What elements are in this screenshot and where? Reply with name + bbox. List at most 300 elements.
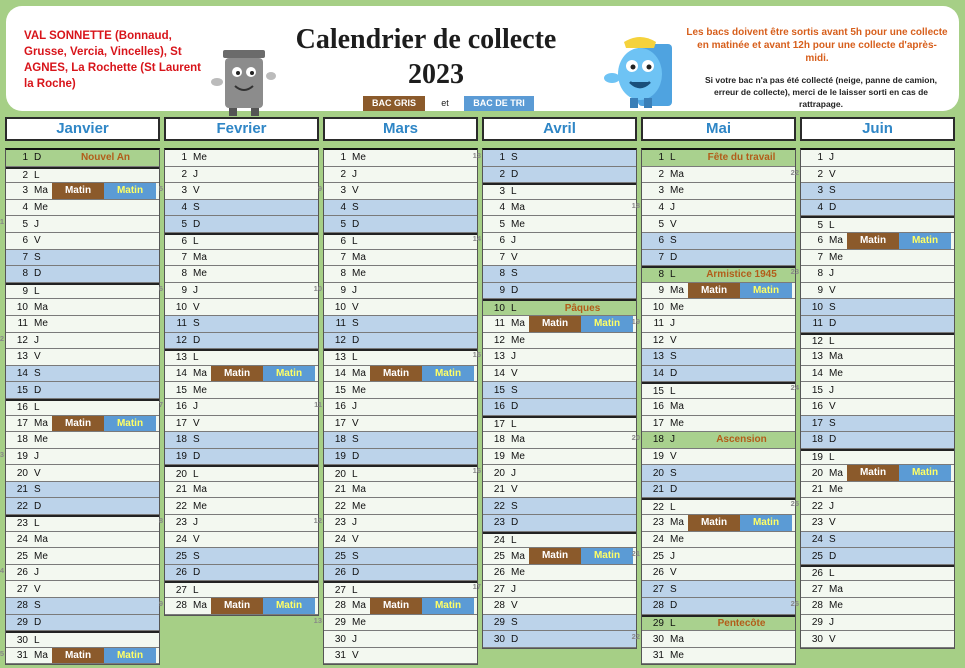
weekday-label: Me [193, 268, 207, 280]
weekday-label: Me [670, 417, 684, 429]
day-row [642, 648, 795, 665]
weekday-label: D [511, 517, 519, 529]
day-row [324, 299, 477, 316]
week-number: 24 [790, 383, 799, 393]
day-row [313, 283, 477, 300]
day-row [324, 216, 477, 233]
day-row [165, 216, 318, 233]
day-number: 30 [493, 633, 505, 645]
day-number: 16 [652, 401, 664, 413]
day-row [158, 598, 318, 615]
day-row [642, 167, 795, 184]
day-row [483, 266, 636, 283]
day-number: 23 [811, 517, 823, 529]
bac-gris-collection: Matin [211, 366, 263, 382]
day-row [165, 366, 318, 383]
day-number: 1 [22, 152, 28, 164]
weekday-label: V [352, 533, 359, 545]
weekday-label: Ma [829, 467, 843, 479]
day-row [324, 316, 477, 333]
weekday-label: V [352, 417, 359, 429]
day-row [324, 498, 477, 515]
weekday-label: D [670, 251, 678, 263]
weekday-label: D [829, 318, 837, 330]
weekday-label: S [352, 318, 359, 330]
month-column-fevrier [158, 117, 319, 616]
week-number: 16 [472, 466, 481, 476]
day-row [642, 250, 795, 267]
weekday-label: D [34, 500, 42, 512]
weekday-label: Ma [193, 368, 207, 380]
weekday-label: Ma [511, 202, 525, 214]
day-row [165, 349, 318, 366]
day-number: 6 [817, 235, 823, 247]
bac-gris-collection: Matin [211, 598, 263, 614]
day-number: 26 [175, 567, 187, 579]
missed-collection-note: Si votre bac n'a pas été collecté (neige, panne de camion, erreur de collecte), merci de le laisser sorti en cas de rattrapage. [704, 75, 938, 109]
day-number: 14 [652, 368, 664, 380]
day-number: 28 [175, 600, 187, 612]
day-row [483, 399, 636, 416]
weekday-label: S [34, 600, 41, 612]
day-number: 13 [493, 351, 505, 363]
day-row [642, 615, 795, 632]
weekday-label: D [34, 384, 42, 396]
day-row [158, 399, 318, 416]
month-column-janvier [0, 117, 160, 665]
weekday-label: D [670, 484, 678, 496]
weekday-label: Ma [34, 533, 48, 545]
blue-bin-mascot-icon [604, 34, 676, 114]
weekday-label: V [34, 235, 41, 247]
weekday-label: L [511, 418, 517, 430]
weekday-label: D [511, 633, 519, 645]
day-number: 3 [22, 185, 28, 197]
weekday-label: S [352, 434, 359, 446]
holiday-label: Nouvel An [80, 152, 131, 164]
weekday-label: J [511, 235, 516, 247]
week-number: 8 [158, 516, 163, 526]
day-number: 2 [181, 168, 187, 180]
day-number: 28 [652, 600, 664, 612]
weekday-label: Me [352, 500, 366, 512]
day-number: 20 [16, 467, 28, 479]
day-row [801, 183, 954, 200]
day-number: 5 [817, 219, 823, 231]
weekday-label: L [670, 152, 676, 164]
bac-tri-collection: Matin [899, 233, 951, 249]
day-number: 29 [334, 616, 346, 628]
day-number: 12 [652, 334, 664, 346]
day-row [472, 581, 636, 598]
week-number: 7 [158, 399, 163, 409]
weekday-label: V [511, 251, 518, 263]
day-row [317, 183, 477, 200]
day-row [801, 349, 954, 366]
day-row [642, 233, 795, 250]
day-number: 3 [658, 185, 664, 197]
day-row [313, 515, 477, 532]
weekday-label: Ma [511, 318, 525, 330]
weekday-label: D [511, 285, 519, 297]
day-number: 7 [499, 251, 505, 263]
day-number: 6 [658, 235, 664, 247]
weekday-label: Me [670, 185, 684, 197]
day-number: 9 [340, 285, 346, 297]
weekday-label: Ma [193, 251, 207, 263]
bac-tri-collection: Matin [104, 183, 156, 199]
day-number: 5 [658, 218, 664, 230]
day-row [631, 548, 795, 565]
weekday-label: V [511, 600, 518, 612]
day-number: 11 [653, 318, 664, 330]
day-row [642, 399, 795, 416]
bac-gris-collection: Matin [688, 515, 740, 531]
day-row [0, 565, 159, 582]
weekday-label: Me [829, 600, 843, 612]
weekday-label: Me [352, 616, 366, 628]
weekday-label: S [829, 301, 836, 313]
day-number: 20 [652, 467, 664, 479]
day-number: 11 [176, 318, 187, 330]
day-number: 30 [16, 634, 28, 646]
day-number: 12 [175, 334, 187, 346]
day-number: 18 [334, 434, 346, 446]
weekday-label: J [829, 500, 834, 512]
bac-tri-collection: Matin [104, 416, 156, 432]
day-number: 24 [175, 533, 187, 545]
day-number: 8 [817, 268, 823, 280]
weekday-label: Me [511, 450, 525, 462]
weekday-label: D [829, 550, 837, 562]
day-number: 27 [334, 584, 346, 596]
week-number: 5 [158, 184, 163, 194]
weekday-label: J [34, 334, 39, 346]
weekday-label: L [511, 302, 517, 314]
day-row [642, 333, 795, 350]
weekday-label: L [352, 236, 358, 248]
weekday-label: V [670, 567, 677, 579]
weekday-label: V [829, 168, 836, 180]
day-row [642, 598, 795, 615]
day-number: 7 [340, 251, 346, 263]
week-number: 22 [790, 167, 799, 177]
day-row [6, 250, 159, 267]
day-number: 3 [817, 185, 823, 197]
day-number: 27 [493, 583, 505, 595]
day-number: 11 [17, 318, 28, 330]
day-row [6, 366, 159, 383]
day-number: 10 [175, 301, 187, 313]
weekday-label: Ma [352, 484, 366, 496]
day-row [158, 183, 318, 200]
day-row [483, 216, 636, 233]
day-number: 20 [493, 467, 505, 479]
day-number: 8 [499, 268, 505, 280]
day-list [313, 148, 478, 665]
day-number: 29 [652, 617, 664, 629]
day-row [324, 598, 477, 615]
week-number: 9 [158, 599, 163, 609]
weekday-label: J [193, 401, 198, 413]
day-list [158, 148, 319, 616]
day-number: 25 [652, 550, 664, 562]
day-number: 20 [811, 467, 823, 479]
month-column-juin [790, 117, 955, 649]
day-number: 16 [334, 401, 346, 413]
day-number: 15 [16, 384, 28, 396]
day-number: 17 [493, 418, 505, 430]
day-row [165, 167, 318, 184]
day-row [6, 382, 159, 399]
day-row [790, 382, 954, 399]
day-number: 12 [811, 335, 823, 347]
day-row [313, 615, 477, 632]
day-row [165, 416, 318, 433]
day-number: 18 [811, 434, 823, 446]
weekday-label: Me [352, 384, 366, 396]
weekday-label: J [352, 517, 357, 529]
weekday-label: L [34, 518, 40, 530]
weekday-label: V [193, 533, 200, 545]
weekday-label: L [193, 584, 199, 596]
day-number: 9 [817, 285, 823, 297]
bac-tri-collection: Matin [104, 648, 156, 664]
day-row [801, 250, 954, 267]
day-row [483, 333, 636, 350]
weekday-label: D [193, 218, 201, 230]
day-number: 22 [175, 500, 187, 512]
weekday-label: Me [352, 152, 366, 164]
day-number: 14 [493, 368, 505, 380]
bac-gris-collection: Matin [52, 183, 104, 199]
weekday-label: V [193, 417, 200, 429]
day-number: 8 [22, 268, 28, 280]
week-number: 25 [790, 499, 799, 509]
day-row [6, 349, 159, 366]
day-row [165, 150, 318, 167]
day-row [165, 498, 318, 515]
page-title: Calendrier de collecte [295, 24, 557, 55]
weekday-label: L [34, 634, 40, 646]
day-number: 15 [652, 385, 664, 397]
day-row [6, 266, 159, 283]
weekday-label: V [34, 583, 41, 595]
day-number: 18 [652, 434, 664, 446]
weekday-label: J [352, 401, 357, 413]
weekday-label: Me [511, 334, 525, 346]
day-number: 4 [181, 202, 187, 214]
day-row [324, 200, 477, 217]
weekday-label: Me [34, 550, 48, 562]
bac-tri-collection: Matin [581, 316, 633, 332]
week-number: 17 [472, 582, 481, 592]
day-number: 12 [16, 334, 28, 346]
bac-gris-collection: Matin [847, 233, 899, 249]
day-row [790, 498, 954, 515]
weekday-label: Ma [193, 484, 207, 496]
month-title: Juin [800, 117, 955, 141]
weekday-label: J [829, 152, 834, 164]
day-number: 11 [812, 318, 823, 330]
bac-gris-collection: Matin [529, 316, 581, 332]
day-row [6, 615, 159, 632]
day-number: 13 [334, 352, 346, 364]
day-number: 17 [16, 417, 28, 429]
day-row [324, 648, 477, 665]
weekday-label: Ma [670, 517, 684, 529]
day-number: 9 [499, 285, 505, 297]
weekday-label: S [670, 467, 677, 479]
day-number: 2 [658, 168, 664, 180]
weekday-label: S [829, 417, 836, 429]
weekday-label: Me [670, 650, 684, 662]
day-number: 2 [817, 168, 823, 180]
week-number: 21 [631, 549, 640, 559]
day-number: 2 [22, 169, 28, 181]
day-row [0, 449, 159, 466]
weekday-label: D [511, 401, 519, 413]
day-row [631, 631, 795, 648]
day-row [324, 565, 477, 582]
weekday-label: L [352, 584, 358, 596]
weekday-label: Me [511, 567, 525, 579]
weekday-label: S [511, 616, 518, 628]
bac-tri-collection: Matin [740, 515, 792, 531]
day-row [314, 399, 477, 416]
day-row [6, 233, 159, 250]
day-row [324, 548, 477, 565]
weekday-label: L [352, 468, 358, 480]
weekday-label: J [193, 517, 198, 529]
month-title: Mars [323, 117, 478, 141]
day-number: 8 [658, 269, 664, 281]
bac-gris-collection: Matin [370, 366, 422, 382]
weekday-label: D [352, 334, 360, 346]
day-row [483, 532, 636, 549]
day-number: 2 [499, 168, 505, 180]
weekday-label: J [34, 218, 39, 230]
weekday-label: Me [34, 318, 48, 330]
day-row [165, 548, 318, 565]
day-number: 14 [334, 368, 346, 380]
weekday-label: V [34, 351, 41, 363]
day-number: 5 [499, 218, 505, 230]
day-row [6, 399, 159, 416]
day-row [801, 200, 954, 217]
weekday-label: J [193, 285, 198, 297]
month-column-mars [313, 117, 478, 665]
weekday-label: S [511, 384, 518, 396]
week-number: 1 [0, 217, 4, 227]
day-row [324, 449, 477, 466]
weekday-label: Me [511, 218, 525, 230]
day-number: 16 [16, 402, 28, 414]
day-row [790, 598, 954, 615]
calendar-year: 2023 [408, 59, 464, 90]
day-row [165, 581, 318, 598]
day-row [483, 565, 636, 582]
weekday-label: S [670, 583, 677, 595]
day-number: 3 [499, 186, 505, 198]
weekday-label: S [193, 434, 200, 446]
day-number: 19 [652, 450, 664, 462]
weekday-label: V [193, 301, 200, 313]
weekday-label: S [511, 500, 518, 512]
day-number: 24 [493, 534, 505, 546]
day-row [324, 581, 477, 598]
day-row [642, 515, 795, 532]
day-number: 6 [181, 236, 187, 248]
day-number: 9 [22, 286, 28, 298]
day-row [324, 416, 477, 433]
day-number: 29 [811, 616, 823, 628]
day-row [324, 266, 477, 283]
day-row [483, 250, 636, 267]
day-number: 18 [16, 434, 28, 446]
day-row [790, 167, 954, 184]
day-row [472, 233, 636, 250]
day-number: 13 [175, 352, 187, 364]
day-number: 1 [817, 152, 823, 164]
weekday-label: D [34, 616, 42, 628]
weekday-label: J [34, 567, 39, 579]
weekday-label: D [829, 434, 837, 446]
day-row [801, 581, 954, 598]
weekday-label: D [193, 567, 201, 579]
day-number: 24 [652, 533, 664, 545]
weekday-label: L [193, 236, 199, 248]
weekday-label: L [34, 286, 40, 298]
day-number: 30 [334, 633, 346, 645]
weekday-label: D [193, 334, 201, 346]
day-number: 4 [817, 202, 823, 214]
weekday-label: Me [34, 434, 48, 446]
day-row [6, 167, 159, 184]
day-row [801, 482, 954, 499]
weekday-label: Ma [670, 285, 684, 297]
weekday-label: S [511, 152, 518, 164]
weekday-label: J [352, 285, 357, 297]
day-number: 28 [493, 600, 505, 612]
day-row [6, 183, 159, 200]
bac-tri-collection: Matin [899, 465, 951, 481]
week-number: 18 [631, 200, 640, 210]
weekday-label: S [829, 533, 836, 545]
day-number: 26 [493, 567, 505, 579]
day-row [324, 532, 477, 549]
day-number: 31 [334, 650, 346, 662]
day-row [324, 432, 477, 449]
weekday-label: S [193, 550, 200, 562]
weekday-label: J [829, 268, 834, 280]
day-row [801, 432, 954, 449]
day-number: 19 [493, 450, 505, 462]
day-row [801, 216, 954, 233]
day-number: 9 [658, 285, 664, 297]
day-number: 10 [493, 302, 505, 314]
day-number: 15 [493, 384, 505, 396]
day-row [165, 465, 318, 482]
day-row [165, 200, 318, 217]
day-row [6, 283, 159, 300]
week-number: 4 [0, 565, 4, 575]
day-row [324, 382, 477, 399]
day-number: 31 [652, 650, 664, 662]
weekday-label: S [193, 202, 200, 214]
day-number: 16 [175, 401, 187, 413]
weekday-label: V [511, 368, 518, 380]
